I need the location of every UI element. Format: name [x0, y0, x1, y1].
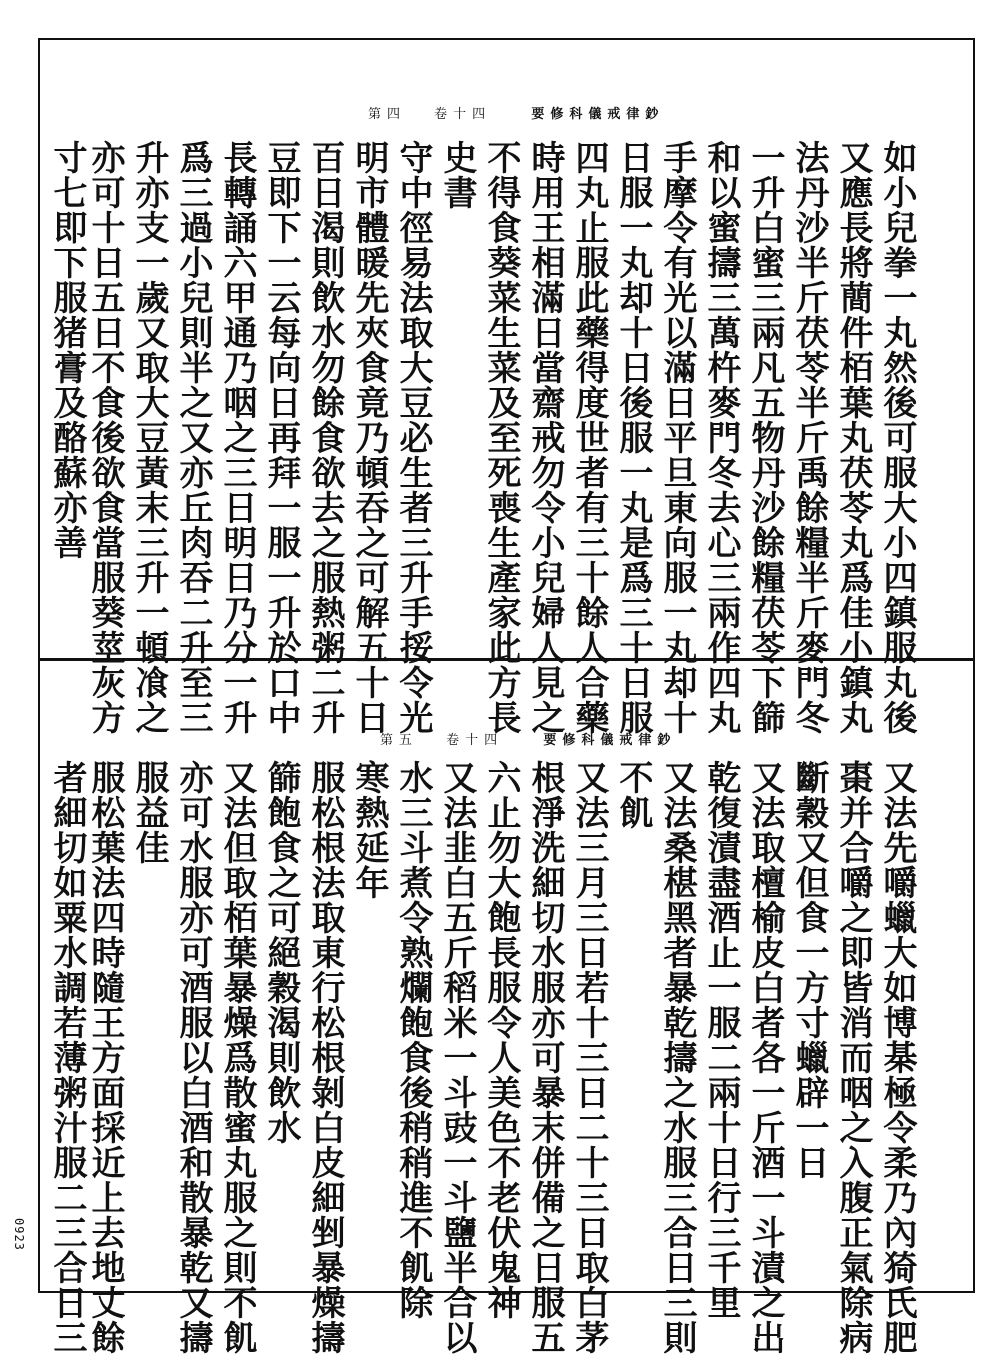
- bottom-header-page: 第五: [380, 733, 419, 748]
- text-column: 服松葉法四時隨王方面採近上去地丈餘: [85, 760, 125, 1355]
- text-column: 不飢: [613, 760, 653, 830]
- text-column: 和以蜜擣三萬杵麥門冬去心三兩作四丸: [701, 140, 741, 735]
- text-column: 寸七即下服猪膏及酪蘇亦善: [47, 140, 87, 560]
- side-page-number: 0923: [12, 1218, 26, 1251]
- text-column: 又法取檀榆皮白者各一斤酒一斗漬之出: [745, 760, 785, 1355]
- text-column: 亦可十日五日不食後欲食當服葵莖灰方: [85, 140, 125, 735]
- text-column: 又法先嚼蠟大如博棊極令柔乃內猗氏肥: [877, 760, 917, 1355]
- text-column: 手摩令有光以滿日平旦東向服一丸却十: [657, 140, 697, 735]
- text-column: 水三斗煮令熟爛飽食後稍稍進不飢除: [393, 760, 433, 1320]
- text-column: 不得食葵菜生菜及至死喪生產家此方長: [481, 140, 521, 735]
- text-column: 服松根法取東行松根剝白皮細剉暴燥擣: [305, 760, 345, 1355]
- text-column: 一升白蜜三兩凡五物丹沙餘糧茯苓下篩: [745, 140, 785, 735]
- text-column: 棗并合嚼之即皆消而咽之入腹正氣除病: [833, 760, 873, 1355]
- text-column: 六止勿大飽長服令人美色不老伏鬼神: [481, 760, 521, 1320]
- text-column: 守中徑易法取大豆必生者三升手挼令光: [393, 140, 433, 735]
- text-column: 爲三過小兒則半之又亦丘肉吞二升至三: [173, 140, 213, 735]
- text-column: 亦可水服亦可酒服以白酒和散暴乾又擣: [173, 760, 213, 1355]
- text-column: 豆即下一云每向日再拜一服一升於口中: [261, 140, 301, 735]
- top-header-page: 第四: [368, 107, 407, 122]
- top-header-volume: 卷十四: [434, 107, 492, 122]
- text-column: 乾復漬盡酒止一服二兩十日行三千里: [701, 760, 741, 1320]
- text-column: 篩飽食之可絕穀渴則飲水: [261, 760, 301, 1145]
- text-column: 又法三月三日若十三日二十三日取白茅: [569, 760, 609, 1355]
- text-column: 日服一丸却十日後服一丸是爲三十日服: [613, 140, 653, 735]
- top-page-header: [368, 103, 664, 122]
- bottom-header-title: 要修科儀戒律鈔: [543, 733, 677, 748]
- text-column: 根淨洗細切水服亦可暴末併備之日服五: [525, 760, 565, 1355]
- text-column: 服益佳: [129, 760, 169, 865]
- text-column: 又法桑椹黑者暴乾擣之水服三合日三則: [657, 760, 697, 1355]
- text-column: 百日渴則飲水勿餘食欲去之服熱粥二升: [305, 140, 345, 735]
- text-column: 史書: [437, 140, 477, 210]
- text-column: 明市體暖先夾食竟乃頓吞之可解五十日: [349, 140, 389, 735]
- text-column: 者細切如粟水調若薄粥汁服二三合日三: [47, 760, 87, 1355]
- top-header-title: 要修科儀戒律鈔: [531, 107, 665, 122]
- text-column: 如小兒拳一丸然後可服大小四鎮服丸後: [877, 140, 917, 735]
- text-column: 時用王相滿日當齋戒勿令小兒婦人見之: [525, 140, 565, 735]
- bottom-header-volume: 卷十四: [446, 733, 504, 748]
- text-column: 又應長將蕳件栢葉丸茯苓丸爲佳小鎮丸: [833, 140, 873, 735]
- text-column: 法丹沙半斤茯苓半斤禹餘糧半斤麥門冬: [789, 140, 829, 735]
- text-column: 四丸止服此藥得度世者有三十餘人合藥: [569, 140, 609, 735]
- bottom-page-header: [380, 729, 676, 748]
- text-column: 斷穀又但食一方寸蠟辟一日: [789, 760, 829, 1180]
- text-column: 又法韭白五斤稻米一斗豉一斗鹽半合以: [437, 760, 477, 1355]
- text-column: 又法但取栢葉暴燥爲散蜜丸服之則不飢: [217, 760, 257, 1355]
- text-column: 長轉誦六甲通乃咽之三日明日乃分一升: [217, 140, 257, 735]
- text-column: 寒熱延年: [349, 760, 389, 900]
- text-column: 升亦支一歲又取大豆黃末三升一頓飡之: [129, 140, 169, 735]
